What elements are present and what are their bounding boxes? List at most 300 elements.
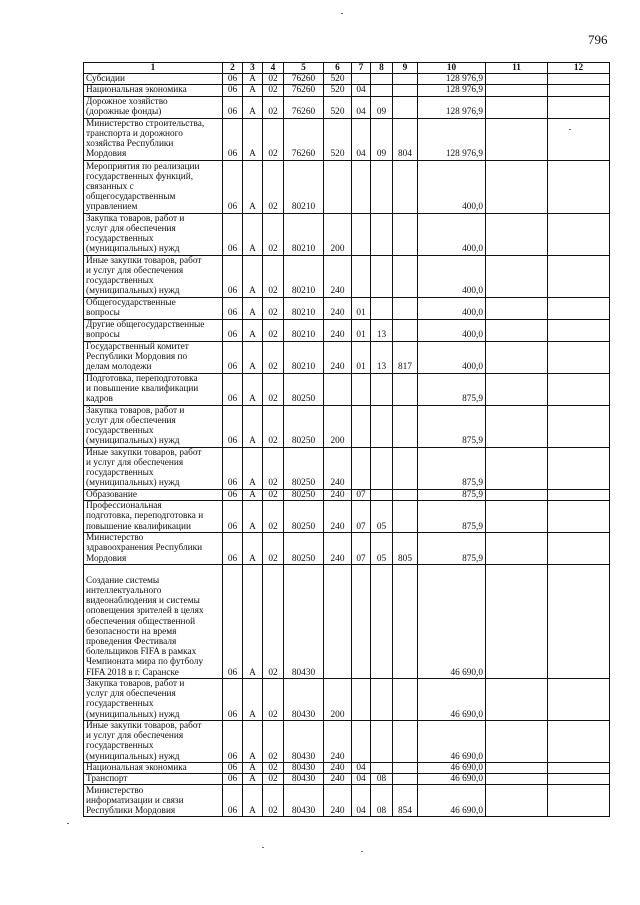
code-cell-4: 02 bbox=[263, 160, 284, 213]
header-cell: 4 bbox=[263, 63, 284, 74]
code-cell-9: 805 bbox=[393, 532, 418, 564]
amount-cell-11 bbox=[486, 319, 548, 341]
amount-cell-12 bbox=[548, 720, 610, 762]
header-cell: 3 bbox=[243, 63, 263, 74]
amount-cell-11 bbox=[486, 341, 548, 373]
row-label: Создание системы интеллектуального видеонаблюдения и системы оповещения зрителей в целях обеспечения общественной безопасности на время проведения Фестиваля болельщиков FIFA в рамках Чемпионата мира по футболу FIFA 2018 в г. Саранске bbox=[84, 564, 223, 678]
code-cell-8: 13 bbox=[371, 319, 393, 341]
code-cell-5: 80210 bbox=[284, 213, 324, 255]
code-cell-6: 520 bbox=[324, 96, 352, 118]
code-cell-4: 02 bbox=[263, 341, 284, 373]
amount-cell-10: 875,9 bbox=[418, 447, 486, 489]
table-row bbox=[84, 678, 610, 720]
code-cell-5: 80430 bbox=[284, 678, 324, 720]
code-cell-8: 09 bbox=[371, 118, 393, 160]
code-cell-9 bbox=[393, 74, 418, 85]
code-cell-5: 76260 bbox=[284, 74, 324, 85]
table-row bbox=[84, 255, 610, 297]
code-cell-2: 06 bbox=[223, 678, 243, 720]
code-cell-2: 06 bbox=[223, 489, 243, 500]
header-cell: 10 bbox=[418, 63, 486, 74]
code-cell-3: А bbox=[243, 532, 263, 564]
header-cell: 6 bbox=[324, 63, 352, 74]
code-cell-6: 200 bbox=[324, 405, 352, 447]
amount-cell-11 bbox=[486, 564, 548, 678]
code-cell-5: 80210 bbox=[284, 297, 324, 319]
code-cell-8 bbox=[371, 762, 393, 773]
code-cell-9 bbox=[393, 85, 418, 96]
amount-cell-10: 128 976,9 bbox=[418, 96, 486, 118]
amount-cell-10: 46 690,0 bbox=[418, 762, 486, 773]
amount-cell-11 bbox=[486, 774, 548, 785]
code-cell-4: 02 bbox=[263, 118, 284, 160]
code-cell-8: 05 bbox=[371, 532, 393, 564]
code-cell-3: А bbox=[243, 96, 263, 118]
amount-cell-12 bbox=[548, 489, 610, 500]
code-cell-5: 76260 bbox=[284, 96, 324, 118]
code-cell-5: 80430 bbox=[284, 785, 324, 817]
code-cell-8 bbox=[371, 447, 393, 489]
code-cell-8: 05 bbox=[371, 500, 393, 532]
code-cell-7 bbox=[352, 447, 371, 489]
code-cell-9 bbox=[393, 489, 418, 500]
code-cell-8 bbox=[371, 678, 393, 720]
code-cell-7: 04 bbox=[352, 118, 371, 160]
amount-cell-10: 46 690,0 bbox=[418, 678, 486, 720]
code-cell-4: 02 bbox=[263, 213, 284, 255]
code-cell-7: 07 bbox=[352, 489, 371, 500]
code-cell-5: 80210 bbox=[284, 255, 324, 297]
amount-cell-11 bbox=[486, 297, 548, 319]
code-cell-7: 04 bbox=[352, 785, 371, 817]
code-cell-8 bbox=[371, 255, 393, 297]
table-row bbox=[84, 500, 610, 532]
amount-cell-10: 400,0 bbox=[418, 297, 486, 319]
code-cell-6: 200 bbox=[324, 678, 352, 720]
code-cell-4: 02 bbox=[263, 255, 284, 297]
amount-cell-12 bbox=[548, 405, 610, 447]
row-label: Другие общегосударственные вопросы bbox=[84, 319, 223, 341]
code-cell-5: 80250 bbox=[284, 405, 324, 447]
code-cell-2: 06 bbox=[223, 500, 243, 532]
amount-cell-11 bbox=[486, 74, 548, 85]
scan-speck bbox=[361, 851, 363, 852]
header-cell: 12 bbox=[548, 63, 610, 74]
code-cell-6: 240 bbox=[324, 297, 352, 319]
code-cell-4: 02 bbox=[263, 297, 284, 319]
code-cell-7: 01 bbox=[352, 297, 371, 319]
amount-cell-10: 400,0 bbox=[418, 160, 486, 213]
code-cell-9 bbox=[393, 762, 418, 773]
code-cell-6: 520 bbox=[324, 74, 352, 85]
code-cell-3: А bbox=[243, 118, 263, 160]
row-label: Закупка товаров, работ и услуг для обеспечения государственных (муниципальных) нужд bbox=[84, 678, 223, 720]
code-cell-3: А bbox=[243, 160, 263, 213]
amount-cell-11 bbox=[486, 532, 548, 564]
code-cell-5: 76260 bbox=[284, 118, 324, 160]
amount-cell-12 bbox=[548, 500, 610, 532]
code-cell-5: 80210 bbox=[284, 341, 324, 373]
code-cell-8 bbox=[371, 405, 393, 447]
table-row bbox=[84, 319, 610, 341]
row-label: Иные закупки товаров, работ и услуг для обеспечения государственных (муниципальных) нужд bbox=[84, 255, 223, 297]
amount-cell-11 bbox=[486, 678, 548, 720]
code-cell-6: 240 bbox=[324, 500, 352, 532]
code-cell-7 bbox=[352, 564, 371, 678]
row-label: Общегосударственные вопросы bbox=[84, 297, 223, 319]
code-cell-3: А bbox=[243, 447, 263, 489]
code-cell-7: 04 bbox=[352, 85, 371, 96]
code-cell-5: 80210 bbox=[284, 160, 324, 213]
amount-cell-12 bbox=[548, 160, 610, 213]
amount-cell-10: 128 976,9 bbox=[418, 85, 486, 96]
amount-cell-12 bbox=[548, 762, 610, 773]
code-cell-7 bbox=[352, 255, 371, 297]
code-cell-9 bbox=[393, 160, 418, 213]
code-cell-4: 02 bbox=[263, 85, 284, 96]
code-cell-6: 240 bbox=[324, 319, 352, 341]
amount-cell-10: 875,9 bbox=[418, 532, 486, 564]
code-cell-6: 240 bbox=[324, 785, 352, 817]
table-row bbox=[84, 96, 610, 118]
table-row bbox=[84, 160, 610, 213]
row-label: Министерство информатизации и связи Республики Мордовия bbox=[84, 785, 223, 817]
page-number: 796 bbox=[588, 32, 608, 47]
code-cell-5: 80250 bbox=[284, 447, 324, 489]
code-cell-3: А bbox=[243, 678, 263, 720]
code-cell-9 bbox=[393, 564, 418, 678]
amount-cell-10: 875,9 bbox=[418, 500, 486, 532]
amount-cell-11 bbox=[486, 489, 548, 500]
scan-speck bbox=[341, 13, 343, 14]
header-row bbox=[84, 63, 610, 74]
code-cell-7 bbox=[352, 720, 371, 762]
code-cell-3: А bbox=[243, 297, 263, 319]
code-cell-2: 06 bbox=[223, 74, 243, 85]
code-cell-9 bbox=[393, 500, 418, 532]
code-cell-7 bbox=[352, 160, 371, 213]
table-row bbox=[84, 447, 610, 489]
code-cell-5: 76260 bbox=[284, 85, 324, 96]
code-cell-2: 06 bbox=[223, 118, 243, 160]
code-cell-3: А bbox=[243, 564, 263, 678]
amount-cell-11 bbox=[486, 85, 548, 96]
code-cell-7: 04 bbox=[352, 96, 371, 118]
amount-cell-12 bbox=[548, 564, 610, 678]
code-cell-7: 07 bbox=[352, 500, 371, 532]
code-cell-4: 02 bbox=[263, 74, 284, 85]
code-cell-7: 07 bbox=[352, 532, 371, 564]
code-cell-7 bbox=[352, 405, 371, 447]
code-cell-8 bbox=[371, 489, 393, 500]
amount-cell-11 bbox=[486, 720, 548, 762]
amount-cell-12 bbox=[548, 785, 610, 817]
amount-cell-11 bbox=[486, 96, 548, 118]
code-cell-6: 520 bbox=[324, 85, 352, 96]
code-cell-4: 02 bbox=[263, 532, 284, 564]
code-cell-3: А bbox=[243, 319, 263, 341]
header-cell: 2 bbox=[223, 63, 243, 74]
amount-cell-10: 875,9 bbox=[418, 489, 486, 500]
amount-cell-10: 875,9 bbox=[418, 373, 486, 405]
code-cell-4: 02 bbox=[263, 447, 284, 489]
code-cell-2: 06 bbox=[223, 564, 243, 678]
header-cell: 8 bbox=[371, 63, 393, 74]
code-cell-7 bbox=[352, 678, 371, 720]
code-cell-6: 240 bbox=[324, 720, 352, 762]
code-cell-9 bbox=[393, 678, 418, 720]
table-row bbox=[84, 213, 610, 255]
amount-cell-10: 400,0 bbox=[418, 213, 486, 255]
amount-cell-12 bbox=[548, 341, 610, 373]
table-row bbox=[84, 785, 610, 817]
code-cell-6: 240 bbox=[324, 447, 352, 489]
amount-cell-10: 400,0 bbox=[418, 319, 486, 341]
code-cell-5: 80430 bbox=[284, 774, 324, 785]
code-cell-6: 240 bbox=[324, 341, 352, 373]
table-row bbox=[84, 74, 610, 85]
code-cell-9 bbox=[393, 774, 418, 785]
code-cell-2: 06 bbox=[223, 532, 243, 564]
code-cell-7: 01 bbox=[352, 319, 371, 341]
code-cell-8: 08 bbox=[371, 785, 393, 817]
code-cell-3: А bbox=[243, 341, 263, 373]
code-cell-2: 06 bbox=[223, 297, 243, 319]
code-cell-9 bbox=[393, 297, 418, 319]
table-row bbox=[84, 297, 610, 319]
code-cell-6: 240 bbox=[324, 774, 352, 785]
code-cell-2: 06 bbox=[223, 774, 243, 785]
amount-cell-11 bbox=[486, 373, 548, 405]
row-label: Иные закупки товаров, работ и услуг для обеспечения государственных (муниципальных) нужд bbox=[84, 447, 223, 489]
code-cell-9 bbox=[393, 96, 418, 118]
code-cell-5: 80250 bbox=[284, 373, 324, 405]
code-cell-9 bbox=[393, 373, 418, 405]
row-label: Профессиональная подготовка, переподготовка и повышение квалификации bbox=[84, 500, 223, 532]
amount-cell-12 bbox=[548, 774, 610, 785]
table-row bbox=[84, 774, 610, 785]
amount-cell-11 bbox=[486, 118, 548, 160]
code-cell-5: 80430 bbox=[284, 720, 324, 762]
amount-cell-12 bbox=[548, 678, 610, 720]
code-cell-3: А bbox=[243, 774, 263, 785]
amount-cell-11 bbox=[486, 500, 548, 532]
amount-cell-12 bbox=[548, 213, 610, 255]
amount-cell-10: 46 690,0 bbox=[418, 785, 486, 817]
code-cell-6 bbox=[324, 160, 352, 213]
amount-cell-10: 128 976,9 bbox=[418, 118, 486, 160]
code-cell-3: А bbox=[243, 720, 263, 762]
amount-cell-10: 400,0 bbox=[418, 255, 486, 297]
code-cell-4: 02 bbox=[263, 96, 284, 118]
code-cell-6 bbox=[324, 373, 352, 405]
code-cell-4: 02 bbox=[263, 564, 284, 678]
code-cell-3: А bbox=[243, 762, 263, 773]
code-cell-9: 804 bbox=[393, 118, 418, 160]
amount-cell-12 bbox=[548, 255, 610, 297]
code-cell-4: 02 bbox=[263, 720, 284, 762]
code-cell-4: 02 bbox=[263, 319, 284, 341]
code-cell-3: А bbox=[243, 213, 263, 255]
code-cell-9 bbox=[393, 213, 418, 255]
code-cell-9 bbox=[393, 405, 418, 447]
amount-cell-10: 128 976,9 bbox=[418, 74, 486, 85]
code-cell-8 bbox=[371, 297, 393, 319]
header-cell: 11 bbox=[486, 63, 548, 74]
code-cell-7: 01 bbox=[352, 341, 371, 373]
code-cell-3: А bbox=[243, 255, 263, 297]
amount-cell-11 bbox=[486, 762, 548, 773]
code-cell-7: 04 bbox=[352, 774, 371, 785]
code-cell-7 bbox=[352, 373, 371, 405]
code-cell-8 bbox=[371, 160, 393, 213]
row-label: Министерство здравоохранения Республики Мордовия bbox=[84, 532, 223, 564]
table-row bbox=[84, 564, 610, 678]
amount-cell-12 bbox=[548, 85, 610, 96]
table-row bbox=[84, 373, 610, 405]
code-cell-2: 06 bbox=[223, 373, 243, 405]
code-cell-4: 02 bbox=[263, 678, 284, 720]
code-cell-3: А bbox=[243, 489, 263, 500]
code-cell-3: А bbox=[243, 500, 263, 532]
code-cell-5: 80250 bbox=[284, 500, 324, 532]
row-label: Закупка товаров, работ и услуг для обеспечения государственных (муниципальных) нужд bbox=[84, 405, 223, 447]
code-cell-5: 80250 bbox=[284, 489, 324, 500]
budget-table bbox=[83, 62, 610, 817]
scan-speck bbox=[262, 847, 264, 848]
code-cell-8 bbox=[371, 564, 393, 678]
code-cell-5: 80430 bbox=[284, 564, 324, 678]
code-cell-6: 240 bbox=[324, 532, 352, 564]
row-label: Национальная экономика bbox=[84, 762, 223, 773]
code-cell-5: 80250 bbox=[284, 532, 324, 564]
code-cell-2: 06 bbox=[223, 160, 243, 213]
amount-cell-10: 46 690,0 bbox=[418, 774, 486, 785]
code-cell-6 bbox=[324, 564, 352, 678]
table-row bbox=[84, 720, 610, 762]
row-label: Дорожное хозяйство (дорожные фонды) bbox=[84, 96, 223, 118]
amount-cell-10: 875,9 bbox=[418, 405, 486, 447]
row-label: Государственный комитет Республики Мордовия по делам молодежи bbox=[84, 341, 223, 373]
header-cell: 5 bbox=[284, 63, 324, 74]
code-cell-8: 13 bbox=[371, 341, 393, 373]
header-cell: 7 bbox=[352, 63, 371, 74]
code-cell-4: 02 bbox=[263, 489, 284, 500]
code-cell-8 bbox=[371, 74, 393, 85]
code-cell-8 bbox=[371, 85, 393, 96]
header-cell: 1 bbox=[84, 63, 223, 74]
code-cell-8 bbox=[371, 213, 393, 255]
code-cell-9: 854 bbox=[393, 785, 418, 817]
code-cell-6: 240 bbox=[324, 762, 352, 773]
code-cell-4: 02 bbox=[263, 762, 284, 773]
amount-cell-11 bbox=[486, 405, 548, 447]
row-label: Транспорт bbox=[84, 774, 223, 785]
code-cell-6: 520 bbox=[324, 118, 352, 160]
code-cell-8: 08 bbox=[371, 774, 393, 785]
scan-speck bbox=[569, 129, 571, 130]
table-row bbox=[84, 489, 610, 500]
code-cell-6: 240 bbox=[324, 489, 352, 500]
amount-cell-10: 400,0 bbox=[418, 341, 486, 373]
code-cell-2: 06 bbox=[223, 405, 243, 447]
code-cell-2: 06 bbox=[223, 762, 243, 773]
code-cell-4: 02 bbox=[263, 774, 284, 785]
code-cell-4: 02 bbox=[263, 500, 284, 532]
code-cell-2: 06 bbox=[223, 447, 243, 489]
table-row bbox=[84, 762, 610, 773]
amount-cell-12 bbox=[548, 447, 610, 489]
code-cell-3: А bbox=[243, 74, 263, 85]
row-label: Иные закупки товаров, работ и услуг для обеспечения государственных (муниципальных) нужд bbox=[84, 720, 223, 762]
code-cell-2: 06 bbox=[223, 96, 243, 118]
code-cell-7: 04 bbox=[352, 762, 371, 773]
code-cell-6: 240 bbox=[324, 255, 352, 297]
row-label: Закупка товаров, работ и услуг для обеспечения государственных (муниципальных) нужд bbox=[84, 213, 223, 255]
amount-cell-12 bbox=[548, 319, 610, 341]
amount-cell-11 bbox=[486, 213, 548, 255]
code-cell-3: А bbox=[243, 85, 263, 96]
code-cell-8 bbox=[371, 373, 393, 405]
table-body bbox=[84, 74, 610, 817]
code-cell-8 bbox=[371, 720, 393, 762]
amount-cell-12 bbox=[548, 96, 610, 118]
header-cell: 9 bbox=[393, 63, 418, 74]
amount-cell-10: 46 690,0 bbox=[418, 564, 486, 678]
row-label: Образование bbox=[84, 489, 223, 500]
code-cell-2: 06 bbox=[223, 213, 243, 255]
table-row bbox=[84, 85, 610, 96]
code-cell-4: 02 bbox=[263, 785, 284, 817]
amount-cell-10: 46 690,0 bbox=[418, 720, 486, 762]
code-cell-2: 06 bbox=[223, 85, 243, 96]
code-cell-3: А bbox=[243, 785, 263, 817]
code-cell-7 bbox=[352, 74, 371, 85]
code-cell-3: А bbox=[243, 405, 263, 447]
code-cell-5: 80430 bbox=[284, 762, 324, 773]
code-cell-2: 06 bbox=[223, 785, 243, 817]
amount-cell-12 bbox=[548, 74, 610, 85]
code-cell-5: 80210 bbox=[284, 319, 324, 341]
code-cell-6: 200 bbox=[324, 213, 352, 255]
code-cell-9 bbox=[393, 720, 418, 762]
amount-cell-11 bbox=[486, 785, 548, 817]
amount-cell-11 bbox=[486, 447, 548, 489]
code-cell-4: 02 bbox=[263, 373, 284, 405]
code-cell-7 bbox=[352, 213, 371, 255]
amount-cell-12 bbox=[548, 297, 610, 319]
code-cell-2: 06 bbox=[223, 319, 243, 341]
scan-speck bbox=[67, 823, 69, 824]
row-label: Министерство строительства, транспорта и дорожного хозяйства Республики Мордовия bbox=[84, 118, 223, 160]
amount-cell-12 bbox=[548, 373, 610, 405]
code-cell-2: 06 bbox=[223, 720, 243, 762]
table-row bbox=[84, 118, 610, 160]
code-cell-9: 817 bbox=[393, 341, 418, 373]
table-row bbox=[84, 405, 610, 447]
code-cell-9 bbox=[393, 447, 418, 489]
code-cell-4: 02 bbox=[263, 405, 284, 447]
amount-cell-11 bbox=[486, 160, 548, 213]
code-cell-2: 06 bbox=[223, 255, 243, 297]
code-cell-3: А bbox=[243, 373, 263, 405]
code-cell-8: 09 bbox=[371, 96, 393, 118]
row-label: Мероприятия по реализации государственных функций, связанных с общегосударственным управлением bbox=[84, 160, 223, 213]
row-label: Национальная экономика bbox=[84, 85, 223, 96]
code-cell-2: 06 bbox=[223, 341, 243, 373]
row-label: Субсидии bbox=[84, 74, 223, 85]
amount-cell-11 bbox=[486, 255, 548, 297]
